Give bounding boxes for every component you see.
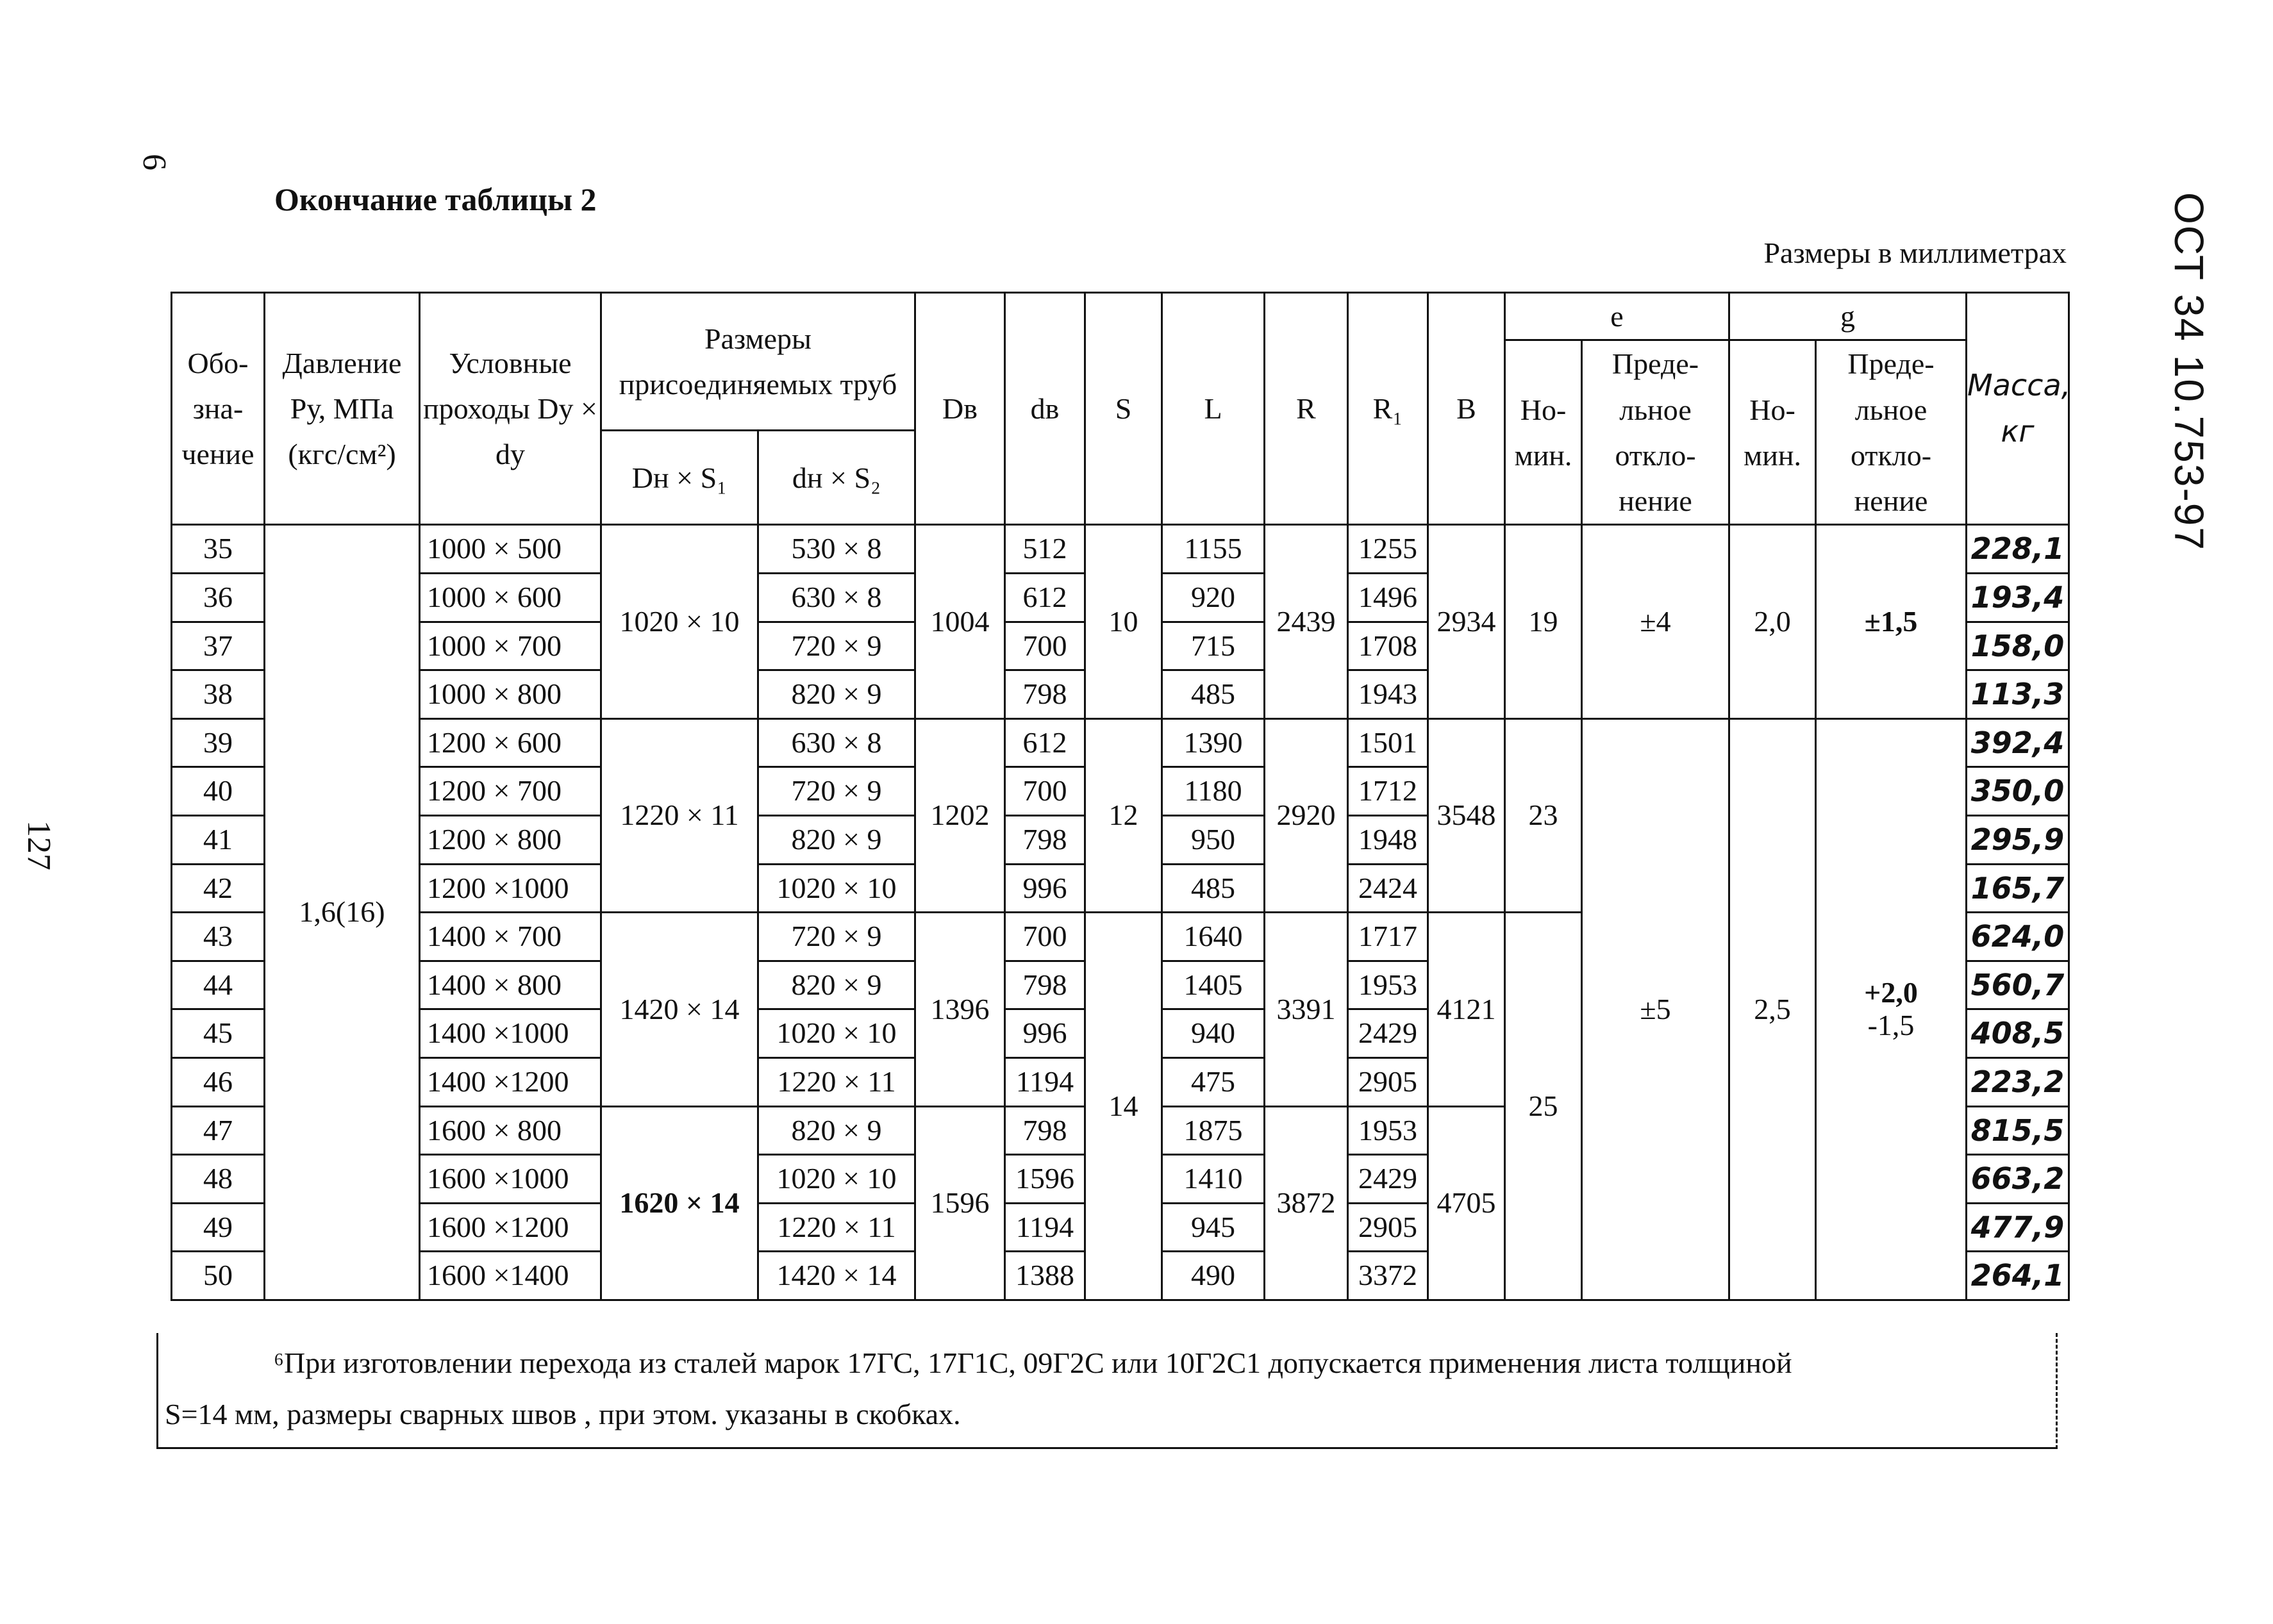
designation-cell: 43 xyxy=(172,913,265,961)
l-cell: 475 xyxy=(1162,1058,1265,1107)
designation-cell: 49 xyxy=(172,1203,265,1252)
dv-inner-cell: 512 xyxy=(1005,525,1085,574)
mass-cell: 193,4 xyxy=(1967,574,2069,622)
dv-inner-cell: 612 xyxy=(1005,718,1085,767)
pipe-dn-cell: 1420 × 14 xyxy=(601,913,758,1106)
r-cell: 3391 xyxy=(1265,913,1348,1106)
r1-cell: 1501 xyxy=(1348,718,1428,767)
header-g-tolerance: Преде- льное откло- нение xyxy=(1816,340,1967,525)
header-dv-inner: dв xyxy=(1005,293,1085,525)
mass-cell: 477,9 xyxy=(1967,1203,2069,1252)
header-s: S xyxy=(1085,293,1162,525)
designation-cell: 48 xyxy=(172,1155,265,1204)
header-e-tolerance: Преде- льное откло- нение xyxy=(1582,340,1729,525)
r-cell: 3872 xyxy=(1265,1106,1348,1300)
dv-inner-cell: 798 xyxy=(1005,1106,1085,1155)
header-g-nominal: Но- мин. xyxy=(1729,340,1816,525)
pipe-dn-cell: 1020 × 10 xyxy=(601,525,758,718)
r1-cell: 1712 xyxy=(1348,767,1428,816)
designation-cell: 42 xyxy=(172,864,265,913)
e-tolerance-cell: ±4 xyxy=(1582,525,1729,718)
footnote-line-2: S=14 мм, размеры сварных швов , при этом. указаны в скобках. xyxy=(165,1398,961,1430)
designation-cell: 40 xyxy=(172,767,265,816)
pipe-dn2-cell: 1020 × 10 xyxy=(758,864,915,913)
r1-cell: 1948 xyxy=(1348,816,1428,865)
header-l: L xyxy=(1162,293,1265,525)
e-tolerance-cell: ±5 xyxy=(1582,718,1729,1300)
units-note: Размеры в миллиметрах xyxy=(1763,236,2067,269)
table-row xyxy=(172,525,2069,574)
header-b: B xyxy=(1428,293,1505,525)
dv-outer-cell: 1004 xyxy=(915,525,1005,718)
pipe-dn2-cell: 820 × 9 xyxy=(758,961,915,1009)
passage-cell: 1200 × 600 xyxy=(420,718,601,767)
l-cell: 715 xyxy=(1162,622,1265,670)
e-nominal-cell: 19 xyxy=(1505,525,1582,718)
g-nominal-cell: 2,5 xyxy=(1729,718,1816,1300)
designation-cell: 39 xyxy=(172,718,265,767)
dv-inner-cell: 700 xyxy=(1005,913,1085,961)
l-cell: 1410 xyxy=(1162,1155,1265,1204)
passage-cell: 1600 × 800 xyxy=(420,1106,601,1155)
pipe-dn2-cell: 720 × 9 xyxy=(758,913,915,961)
mass-cell: 350,0 xyxy=(1967,767,2069,816)
mass-cell: 113,3 xyxy=(1967,670,2069,719)
l-cell: 1390 xyxy=(1162,718,1265,767)
header-pipe-dn2: dн × S₂ xyxy=(758,431,915,525)
pipe-dn2-cell: 630 × 8 xyxy=(758,574,915,622)
header-e: e xyxy=(1505,293,1729,340)
dimensions-table xyxy=(171,292,2070,1301)
dv-inner-cell: 798 xyxy=(1005,816,1085,865)
mass-cell: 560,7 xyxy=(1967,961,2069,1009)
pipe-dn2-cell: 1220 × 11 xyxy=(758,1203,915,1252)
b-cell: 3548 xyxy=(1428,718,1505,912)
e-nominal-cell: 23 xyxy=(1505,718,1582,912)
l-cell: 485 xyxy=(1162,864,1265,913)
dv-inner-cell: 700 xyxy=(1005,622,1085,670)
dv-inner-cell: 612 xyxy=(1005,574,1085,622)
header-mass: Масса, кг xyxy=(1967,293,2069,525)
e-nominal-cell: 25 xyxy=(1505,913,1582,1300)
passage-cell: 1000 × 700 xyxy=(420,622,601,670)
header-pipes: Размеры присоединяемых труб xyxy=(601,293,915,431)
designation-cell: 46 xyxy=(172,1058,265,1107)
passage-cell: 1200 ×1000 xyxy=(420,864,601,913)
header-passages: Условные проходы Dy × dy xyxy=(420,293,601,525)
dv-inner-cell: 798 xyxy=(1005,670,1085,719)
header-pipe-dn: Dн × S₁ xyxy=(601,431,758,525)
header-e-nominal: Но- мин. xyxy=(1505,340,1582,525)
mass-cell: 663,2 xyxy=(1967,1155,2069,1204)
pipe-dn2-cell: 1220 × 11 xyxy=(758,1058,915,1107)
r1-cell: 1496 xyxy=(1348,574,1428,622)
passage-cell: 1000 × 800 xyxy=(420,670,601,719)
dv-inner-cell: 1388 xyxy=(1005,1252,1085,1300)
mass-cell: 815,5 xyxy=(1967,1106,2069,1155)
passage-cell: 1600 ×1000 xyxy=(420,1155,601,1204)
passage-cell: 1400 × 800 xyxy=(420,961,601,1009)
g-tolerance-upper: +2,0 xyxy=(1864,976,1918,1009)
l-cell: 920 xyxy=(1162,574,1265,622)
mass-cell: 408,5 xyxy=(1967,1009,2069,1058)
l-cell: 1875 xyxy=(1162,1106,1265,1155)
dv-inner-cell: 1596 xyxy=(1005,1155,1085,1204)
designation-cell: 47 xyxy=(172,1106,265,1155)
mass-cell: 228,1 xyxy=(1967,525,2069,574)
designation-cell: 36 xyxy=(172,574,265,622)
r1-cell: 1708 xyxy=(1348,622,1428,670)
l-cell: 950 xyxy=(1162,816,1265,865)
pressure-cell: 1,6(16) xyxy=(265,525,420,1300)
pipe-dn2-cell: 820 × 9 xyxy=(758,816,915,865)
dv-outer-cell: 1596 xyxy=(915,1106,1005,1300)
table-row xyxy=(172,718,2069,767)
designation-cell: 50 xyxy=(172,1252,265,1300)
pipe-dn2-cell: 1020 × 10 xyxy=(758,1009,915,1058)
mass-cell: 624,0 xyxy=(1967,913,2069,961)
pipe-dn2-cell: 1020 × 10 xyxy=(758,1155,915,1204)
designation-cell: 38 xyxy=(172,670,265,719)
r1-cell: 1255 xyxy=(1348,525,1428,574)
r1-cell: 2905 xyxy=(1348,1203,1428,1252)
l-cell: 940 xyxy=(1162,1009,1265,1058)
header-g: g xyxy=(1729,293,1967,340)
table-caption: Окончание таблицы 2 xyxy=(274,181,597,217)
passage-cell: 1000 × 600 xyxy=(420,574,601,622)
passage-cell: 1000 × 500 xyxy=(420,525,601,574)
passage-cell: 1200 × 800 xyxy=(420,816,601,865)
g-tolerance-lower: -1,5 xyxy=(1867,1008,1915,1041)
s-cell: 12 xyxy=(1085,718,1162,912)
r1-cell: 2905 xyxy=(1348,1058,1428,1107)
mass-cell: 158,0 xyxy=(1967,622,2069,670)
b-cell: 4121 xyxy=(1428,913,1505,1106)
l-cell: 485 xyxy=(1162,670,1265,719)
header-dv-outer: Dв xyxy=(915,293,1005,525)
l-cell: 1405 xyxy=(1162,961,1265,1009)
passage-cell: 1400 ×1200 xyxy=(420,1058,601,1107)
dv-inner-cell: 1194 xyxy=(1005,1058,1085,1107)
dv-inner-cell: 996 xyxy=(1005,864,1085,913)
pipe-dn2-cell: 630 × 8 xyxy=(758,718,915,767)
pipe-dn2-cell: 820 × 9 xyxy=(758,1106,915,1155)
r-cell: 2439 xyxy=(1265,525,1348,718)
r1-cell: 1953 xyxy=(1348,1106,1428,1155)
pipe-dn2-cell: 1420 × 14 xyxy=(758,1252,915,1300)
l-cell: 1640 xyxy=(1162,913,1265,961)
pipe-dn2-cell: 720 × 9 xyxy=(758,622,915,670)
designation-cell: 45 xyxy=(172,1009,265,1058)
mass-cell: 264,1 xyxy=(1967,1252,2069,1300)
dv-inner-cell: 996 xyxy=(1005,1009,1085,1058)
passage-cell: 1600 ×1400 xyxy=(420,1252,601,1300)
r1-cell: 1953 xyxy=(1348,961,1428,1009)
header-r1: R₁ xyxy=(1348,293,1428,525)
pipe-dn2-cell: 530 × 8 xyxy=(758,525,915,574)
header-r: R xyxy=(1265,293,1348,525)
r1-cell: 2429 xyxy=(1348,1009,1428,1058)
s-cell: 10 xyxy=(1085,525,1162,718)
dv-inner-cell: 1194 xyxy=(1005,1203,1085,1252)
g-tolerance-cell xyxy=(1816,718,1967,1300)
header-designation: Обо- зна- чение xyxy=(172,293,265,525)
passage-cell: 1400 ×1000 xyxy=(420,1009,601,1058)
standard-code: ОСТ 34 10.753-97 xyxy=(2166,192,2212,551)
pipe-dn-cell: 1220 × 11 xyxy=(601,718,758,912)
dv-inner-cell: 700 xyxy=(1005,767,1085,816)
r-cell: 2920 xyxy=(1265,718,1348,912)
pipe-dn-cell: 1620 × 14 xyxy=(601,1106,758,1300)
designation-cell: 41 xyxy=(172,816,265,865)
g-tolerance-cell: ±1,5 xyxy=(1816,525,1967,718)
page-number-side: 127 xyxy=(21,820,57,870)
l-cell: 1180 xyxy=(1162,767,1265,816)
r1-cell: 1717 xyxy=(1348,913,1428,961)
designation-cell: 35 xyxy=(172,525,265,574)
l-cell: 1155 xyxy=(1162,525,1265,574)
s-cell: 14 xyxy=(1085,913,1162,1300)
footnote-line-1: ⁶При изготовлении перехода из сталей марок 17ГС, 17Г1С, 09Г2С или 10Г2С1 допускается применения листа толщиной xyxy=(274,1346,1792,1379)
header-pressure: Давление Ру, МПа (кгс/см²) xyxy=(265,293,420,525)
designation-cell: 37 xyxy=(172,622,265,670)
passage-cell: 1200 × 700 xyxy=(420,767,601,816)
passage-cell: 1400 × 700 xyxy=(420,913,601,961)
r1-cell: 2429 xyxy=(1348,1155,1428,1204)
r1-cell: 1943 xyxy=(1348,670,1428,719)
pipe-dn2-cell: 820 × 9 xyxy=(758,670,915,719)
g-nominal-cell: 2,0 xyxy=(1729,525,1816,718)
page-number-top: 6 xyxy=(136,154,172,170)
b-cell: 2934 xyxy=(1428,525,1505,718)
r1-cell: 3372 xyxy=(1348,1252,1428,1300)
mass-cell: 165,7 xyxy=(1967,864,2069,913)
dv-outer-cell: 1396 xyxy=(915,913,1005,1106)
l-cell: 945 xyxy=(1162,1203,1265,1252)
dv-outer-cell: 1202 xyxy=(915,718,1005,912)
r1-cell: 2424 xyxy=(1348,864,1428,913)
b-cell: 4705 xyxy=(1428,1106,1505,1300)
mass-cell: 295,9 xyxy=(1967,816,2069,865)
footnote-box xyxy=(156,1333,2058,1449)
mass-cell: 392,4 xyxy=(1967,718,2069,767)
dv-inner-cell: 798 xyxy=(1005,961,1085,1009)
l-cell: 490 xyxy=(1162,1252,1265,1300)
designation-cell: 44 xyxy=(172,961,265,1009)
pipe-dn2-cell: 720 × 9 xyxy=(758,767,915,816)
mass-cell: 223,2 xyxy=(1967,1058,2069,1107)
passage-cell: 1600 ×1200 xyxy=(420,1203,601,1252)
